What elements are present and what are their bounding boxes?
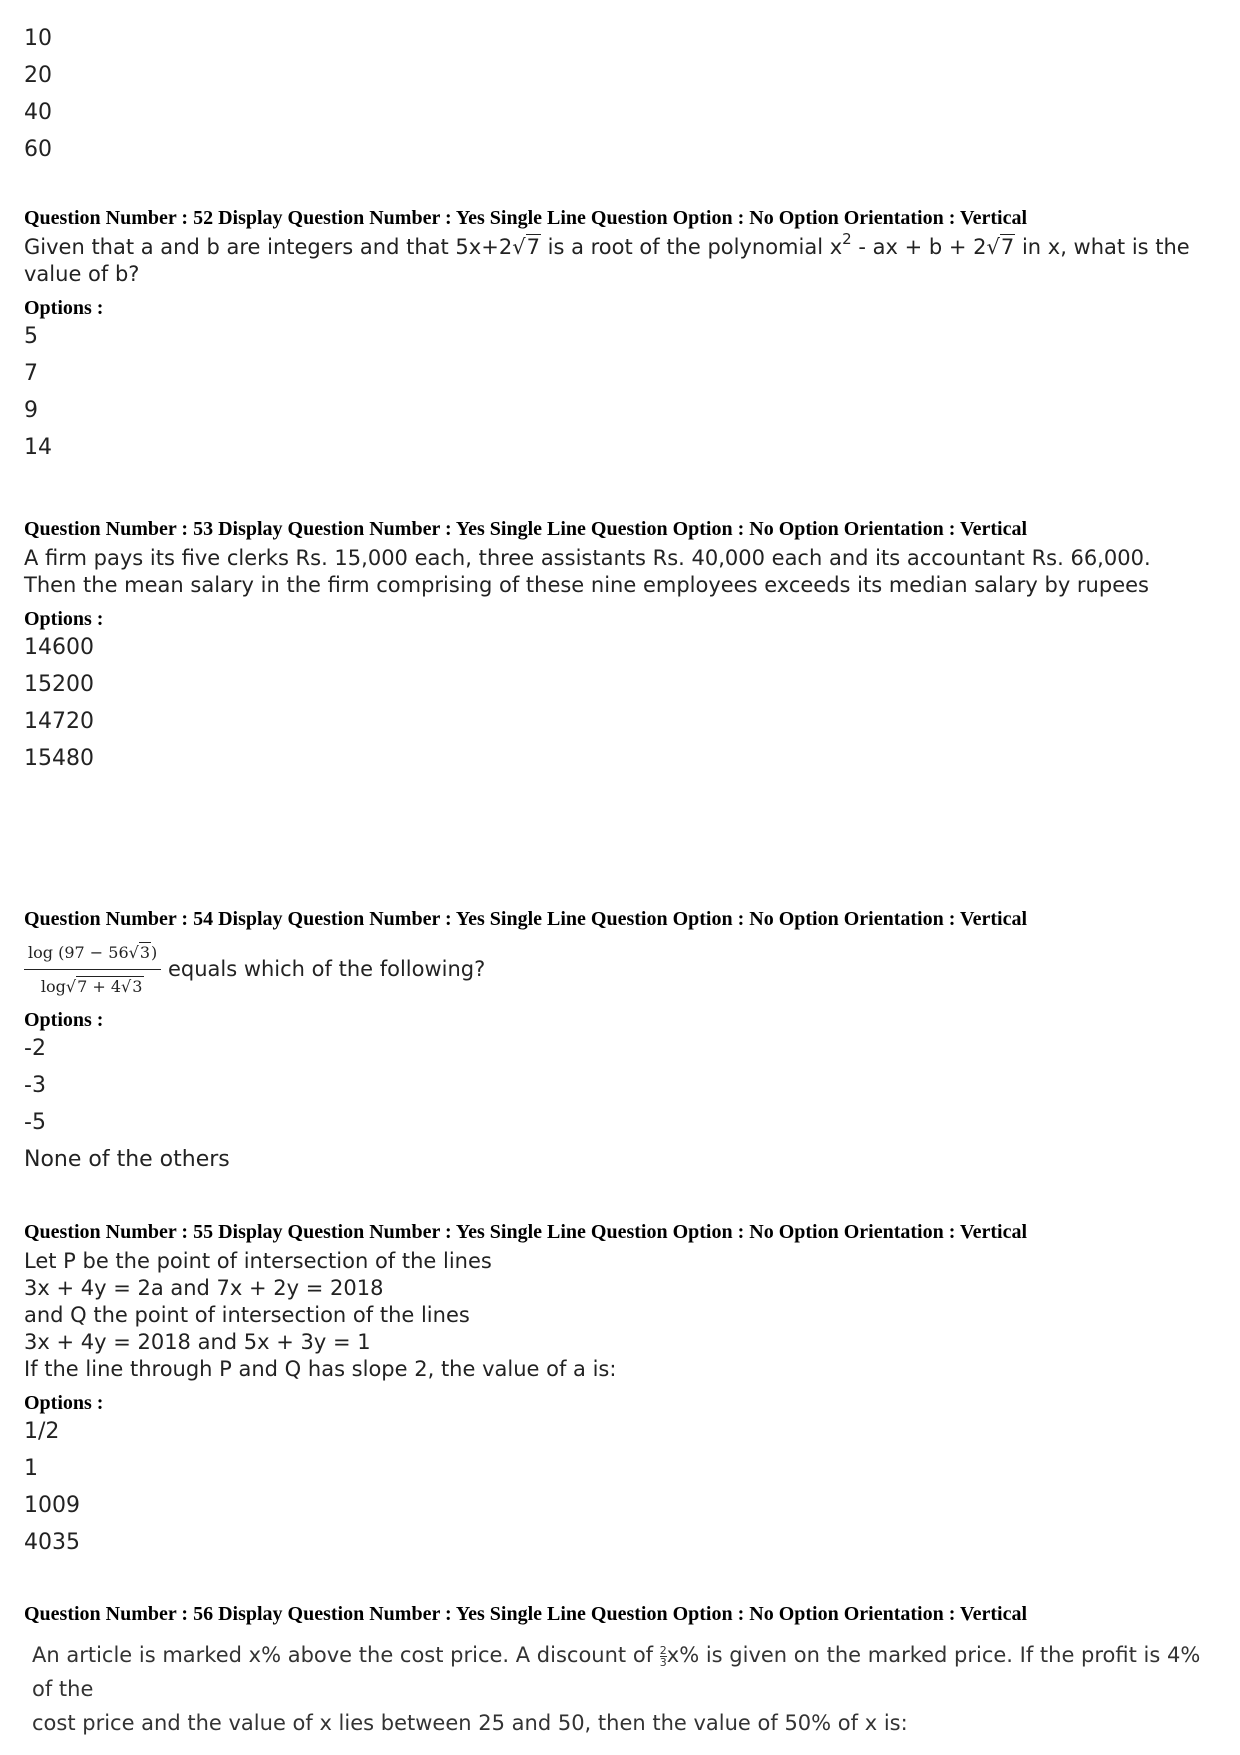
option-item[interactable]: 1009 <box>24 1493 80 1518</box>
question-header: Question Number : 55 Display Question Number : Yes Single Line Question Option : No Option Orientation : Vertical <box>24 1221 1028 1243</box>
question-54 <box>24 905 1214 1182</box>
question-52 <box>24 204 1214 470</box>
question-text-part: in x, what is the value of b? <box>24 235 1190 286</box>
option-item[interactable]: None of the others <box>24 1147 230 1172</box>
question-text-part: is a root of the polynomial x <box>540 235 843 259</box>
question-header: Question Number : 52 Display Question Number : Yes Single Line Question Option : No Option Orientation : Vertical <box>24 207 1028 229</box>
question-text-line: If the line through P and Q has slope 2, the value of a is: <box>24 1357 617 1381</box>
radicand: 3 <box>139 943 151 962</box>
previous-question-options <box>24 24 52 172</box>
question-text <box>24 545 1214 599</box>
options-label: Options : <box>24 297 104 319</box>
options-list <box>24 1417 1214 1565</box>
question-text-line: cost price and the value of x lies between 25 and 50, then the value of 50% of x is: <box>32 1711 908 1735</box>
question-header: Question Number : 53 Display Question Number : Yes Single Line Question Option : No Option Orientation : Vertical <box>24 518 1028 540</box>
question-text-line: 3x + 4y = 2a and 7x + 2y = 2018 <box>24 1276 384 1300</box>
option-item[interactable]: 7 <box>24 361 38 386</box>
radicand: 7 <box>526 235 540 259</box>
question-56 <box>24 1600 1214 1740</box>
numerator-text: log (97 − 56 <box>28 943 129 962</box>
option-item[interactable]: 14 <box>24 435 52 460</box>
log-fraction <box>24 939 161 1000</box>
radicand: 3 <box>132 977 143 996</box>
radicand-text: 7 + 4 <box>77 977 121 996</box>
question-text-part: equals which of the following? <box>161 957 486 981</box>
question-text-part: Given that a and b are integers and that 5x+2 <box>24 235 513 259</box>
option-item[interactable]: 14720 <box>24 709 94 734</box>
option-item[interactable]: 9 <box>24 398 38 423</box>
option-item[interactable]: 14600 <box>24 635 94 660</box>
question-text-part: An article is marked x% above the cost price. A discount of <box>32 1643 660 1667</box>
question-text-line: 3x + 4y = 2018 and 5x + 3y = 1 <box>24 1330 371 1354</box>
option-item[interactable]: 60 <box>24 137 52 162</box>
option-item[interactable]: -3 <box>24 1073 46 1098</box>
question-text-part: x% is given on the marked price. If the profit is 4% of the <box>32 1643 1201 1701</box>
option-item[interactable]: 5 <box>24 324 38 349</box>
option-item[interactable]: 15200 <box>24 672 94 697</box>
question-header: Question Number : 56 Display Question Number : Yes Single Line Question Option : No Option Orientation : Vertical <box>24 1603 1028 1625</box>
options-label: Options : <box>24 1392 104 1414</box>
option-item[interactable]: 10 <box>24 26 52 51</box>
radicand <box>76 976 144 996</box>
question-text-line: and Q the point of intersection of the lines <box>24 1303 470 1327</box>
option-item[interactable]: 4035 <box>24 1530 80 1555</box>
question-text-line: A firm pays its five clerks Rs. 15,000 each, three assistants Rs. 40,000 each and its accountant Rs. 66,000. <box>24 546 1151 570</box>
question-text <box>24 1248 1214 1383</box>
radicand: 7 <box>1000 235 1015 259</box>
sqrt-symbol: √7 + 4√3 <box>66 973 145 1000</box>
options-list <box>24 633 1214 781</box>
denominator-text: log <box>40 977 66 996</box>
fraction <box>660 1645 667 1668</box>
question-header: Question Number : 54 Display Question Number : Yes Single Line Question Option : No Option Orientation : Vertical <box>24 908 1028 930</box>
question-text-part: - ax + b + 2 <box>851 235 987 259</box>
question-53 <box>24 515 1214 781</box>
option-item[interactable]: 40 <box>24 100 52 125</box>
options-list <box>24 1034 1214 1182</box>
question-text <box>24 230 1214 288</box>
exponent: 2 <box>842 230 852 248</box>
option-item[interactable]: -5 <box>24 1110 46 1135</box>
option-item[interactable]: 1 <box>24 1456 38 1481</box>
sqrt-symbol: √7 <box>986 235 1015 259</box>
question-text-line: Let P be the point of intersection of the lines <box>24 1249 492 1273</box>
question-text <box>24 1638 1214 1740</box>
sqrt-symbol: √3 <box>121 977 143 996</box>
option-item[interactable]: 15480 <box>24 746 94 771</box>
numerator-text: ) <box>151 943 158 962</box>
question-text-line <box>32 1638 1214 1706</box>
option-item[interactable]: 20 <box>24 63 52 88</box>
sqrt-symbol: √3 <box>128 943 151 962</box>
option-item[interactable]: 1/2 <box>24 1419 60 1444</box>
option-item[interactable]: -2 <box>24 1036 46 1061</box>
options-list <box>24 322 1214 470</box>
question-text-line: Then the mean salary in the firm comprising of these nine employees exceeds its median salary by rupees <box>24 573 1149 597</box>
options-label: Options : <box>24 1009 104 1031</box>
fraction-denominator <box>24 970 161 1000</box>
sqrt-symbol: √7 <box>512 235 540 259</box>
question-55 <box>24 1218 1214 1565</box>
fraction-numerator <box>24 939 161 970</box>
question-text <box>24 939 1214 1000</box>
options-label: Options : <box>24 608 104 630</box>
fraction-numerator: 2 <box>659 1643 667 1657</box>
fraction-denominator: 3 <box>659 1655 667 1669</box>
